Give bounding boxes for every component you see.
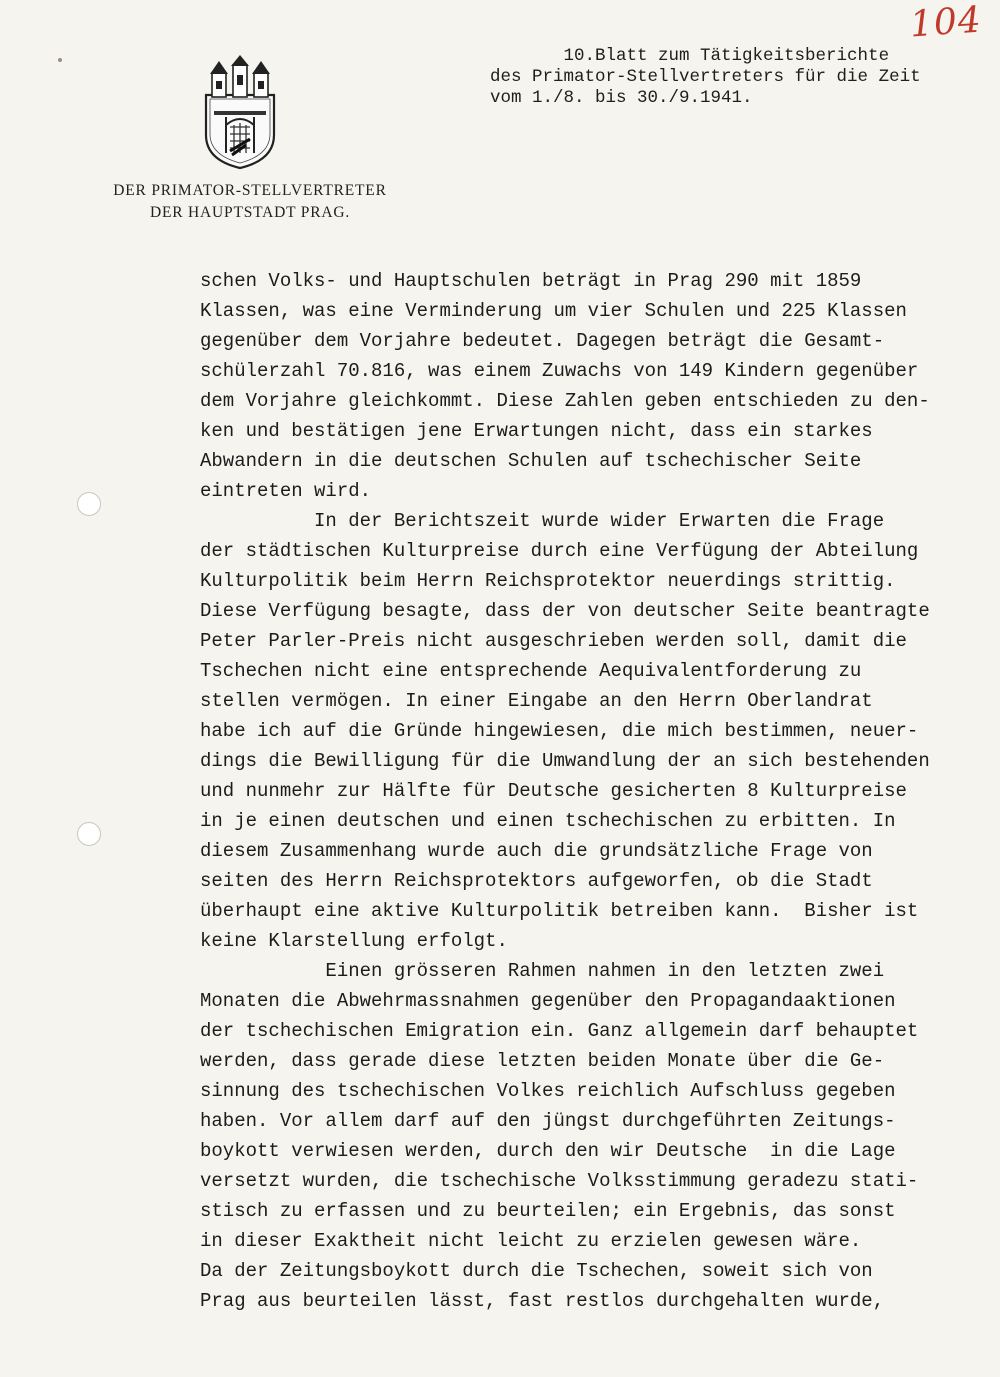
header-line: 10.Blatt zum Tätigkeitsberichte	[490, 46, 890, 66]
text-line: stellen vermögen. In einer Eingabe an den Herrn Oberlandrat	[200, 690, 873, 712]
text-line: schülerzahl 70.816, was einem Zuwachs von 149 Kindern gegenüber	[200, 360, 919, 382]
paper-speck	[58, 58, 62, 62]
text-line: habe ich auf die Gründe hingewiesen, die mich bestimmen, neuer-	[200, 720, 919, 742]
text-line: Monaten die Abwehrmassnahmen gegenüber den Propagandaaktionen	[200, 990, 896, 1012]
letterhead-line-1: DER PRIMATOR-STELLVERTRETER	[113, 182, 387, 199]
text-line: der städtischen Kulturpreise durch eine Verfügung der Abteilung	[200, 540, 919, 562]
text-line: keine Klarstellung erfolgt.	[200, 930, 508, 952]
text-line: In der Berichtszeit wurde wider Erwarten die Frage	[200, 510, 885, 532]
prague-coat-of-arms-icon	[200, 55, 280, 170]
text-line: dings die Bewilligung für die Umwandlung der an sich bestehenden	[200, 750, 930, 772]
text-line: in dieser Exaktheit nicht leicht zu erzielen gewesen wäre.	[200, 1230, 862, 1252]
punch-hole-top	[77, 492, 101, 516]
text-line: haben. Vor allem darf auf den jüngst durchgeführten Zeitungs-	[200, 1110, 896, 1132]
text-line: Kulturpolitik beim Herrn Reichsprotektor neuerdings strittig.	[200, 570, 896, 592]
text-line: der tschechischen Emigration ein. Ganz allgemein darf behauptet	[200, 1020, 919, 1042]
text-line: sinnung des tschechischen Volkes reichlich Aufschluss gegeben	[200, 1080, 896, 1102]
handwritten-page-number: 104	[908, 0, 984, 46]
text-line: seiten des Herrn Reichsprotektors aufgeworfen, ob die Stadt	[200, 870, 873, 892]
text-line: Da der Zeitungsboykott durch die Tschechen, soweit sich von	[200, 1260, 873, 1282]
text-line: boykott verwiesen werden, durch den wir Deutsche in die Lage	[200, 1140, 896, 1162]
text-line: gegenüber dem Vorjahre bedeutet. Dagegen beträgt die Gesamt-	[200, 330, 885, 352]
text-line: eintreten wird.	[200, 480, 372, 502]
text-line: diesem Zusammenhang wurde auch die grundsätzliche Frage von	[200, 840, 873, 862]
letterhead	[90, 180, 410, 224]
text-line: überhaupt eine aktive Kulturpolitik betreiben kann. Bisher ist	[200, 900, 919, 922]
text-line: schen Volks- und Hauptschulen beträgt in Prag 290 mit 1859	[200, 270, 862, 292]
letterhead-line-2: DER HAUPTSTADT PRAG.	[149, 204, 351, 221]
text-line: Abwandern in die deutschen Schulen auf tschechischer Seite	[200, 450, 862, 472]
text-line: und nunmehr zur Hälfte für Deutsche gesicherten 8 Kulturpreise	[200, 780, 907, 802]
text-line: werden, dass gerade diese letzten beiden Monate über die Ge-	[200, 1050, 885, 1072]
text-line: stisch zu erfassen und zu beurteilen; ein Ergebnis, das sonst	[200, 1200, 896, 1222]
text-line: Einen grösseren Rahmen nahmen in den letzten zwei	[200, 960, 885, 982]
punch-hole-bottom	[77, 822, 101, 846]
text-line: Tschechen nicht eine entsprechende Aequivalentforderung zu	[200, 660, 862, 682]
report-reference-header	[490, 46, 970, 109]
text-line: Diese Verfügung besagte, dass der von deutscher Seite beantragte	[200, 600, 930, 622]
text-line: in je einen deutschen und einen tschechischen zu erbitten. In	[200, 810, 896, 832]
header-line: des Primator-Stellvertreters für die Zeit	[490, 67, 921, 87]
text-line: Peter Parler-Preis nicht ausgeschrieben werden soll, damit die	[200, 630, 907, 652]
text-line: Klassen, was eine Verminderung um vier Schulen und 225 Klassen	[200, 300, 907, 322]
text-line: versetzt wurden, die tschechische Volksstimmung geradezu stati-	[200, 1170, 919, 1192]
text-line: ken und bestätigen jene Erwartungen nicht, dass ein starkes	[200, 420, 873, 442]
header-line: vom 1./8. bis 30./9.1941.	[490, 88, 753, 108]
report-body-text	[200, 266, 980, 1316]
text-line: Prag aus beurteilen lässt, fast restlos durchgehalten wurde,	[200, 1290, 885, 1312]
text-line: dem Vorjahre gleichkommt. Diese Zahlen geben entschieden zu den-	[200, 390, 930, 412]
